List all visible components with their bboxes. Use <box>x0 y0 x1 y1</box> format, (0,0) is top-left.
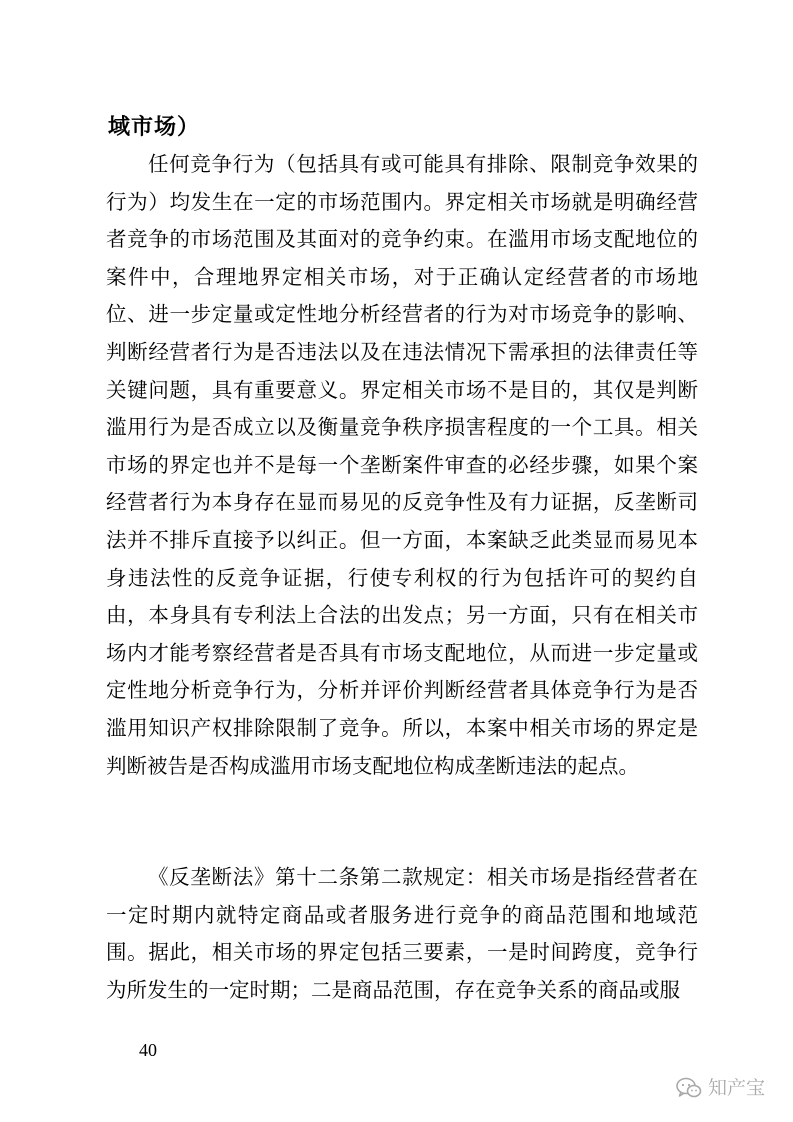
watermark <box>676 1076 765 1100</box>
body-paragraph-2: 《反垄断法》第十二条第二款规定：相关市场是指经营者在一定时期内就特定商品或者服务进行竞争的商品范围和地域范围。据此，相关市场的界定包括三要素，一是时间跨度，竞争行为所发生的一定时期；二是商品范围，存在竞争关系的商品或服 <box>106 865 698 1002</box>
section-heading-fragment: 域市场） <box>108 115 201 140</box>
watermark-text: 知产宝 <box>708 1077 766 1099</box>
body-paragraph-1: 任何竞争行为（包括具有或可能具有排除、限制竞争效果的行为）均发生在一定的市场范围内。界定相关市场就是明确经营者竞争的市场范围及其面对的竞争约束。在滥用市场支配地位的案件中，合理地界定相关市场，对于正确认定经营者的市场地位、进一步定量或定性地分析经营者的行为对市场竞争的影响、判断经营者行为是否违法以及在违法情况下需承担的法律责任等关键问题，具有重要意义。界定相关市场不是目的，其仅是判断滥用行为是否成立以及衡量竞争秩序损害程度的一个工具。相关市场的界定也并不是每一个垄断案件审查的必经步骤，如果个案经营者行为本身存在显而易见的反竞争性及有力证据，反垄断司法并不排斥直接予以纠正。但一方面，本案缺乏此类显而易见本身违法性的反竞争证据，行使专利权的行为包括许可的契约自由，本身具有专利法上合法的出发点；另一方面，只有在相关市场内才能考察经营者是否具有市场支配地位，从而进一步定量或定性地分析竞争行为，分析并评价判断经营者具体竞争行为是否滥用知识产权排除限制了竞争。所以，本案中相关市场的界定是判断被告是否构成滥用市场支配地位构成垄断违法的起点。 <box>106 152 698 778</box>
page-number: 40 <box>139 1040 157 1060</box>
wechat-icon <box>676 1077 702 1099</box>
